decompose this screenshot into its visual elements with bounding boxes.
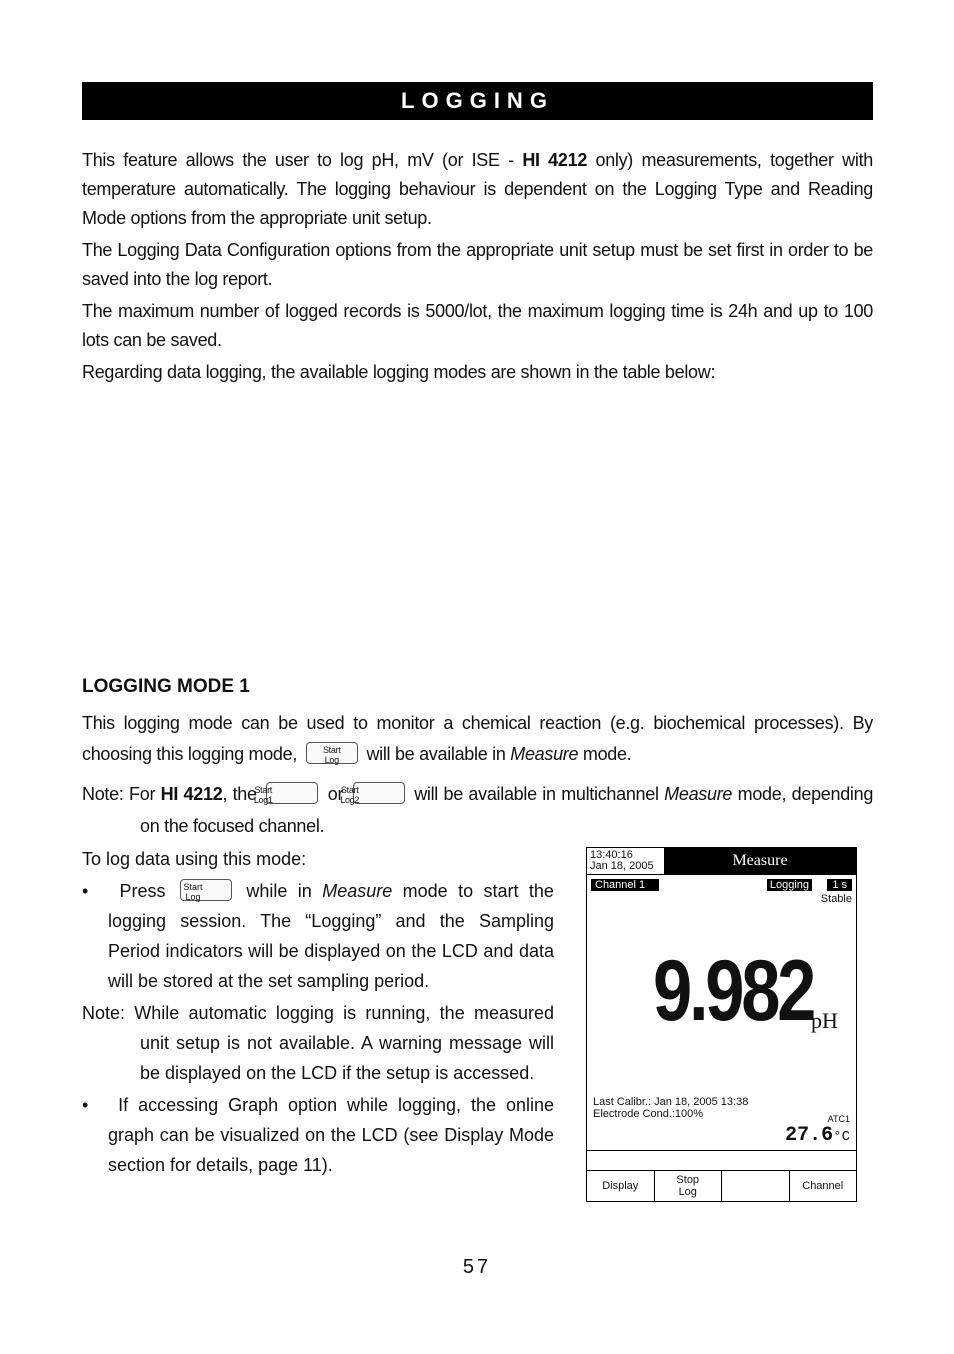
- text: : For: [118, 784, 156, 804]
- lcd-logging-badge: Logging: [767, 879, 812, 891]
- start-log1-key: Start Log1: [266, 782, 318, 804]
- lcd-datetime: [590, 850, 654, 872]
- lcd-channel-badge: Channel 1: [591, 879, 659, 891]
- lcd-time: 13:40:16: [590, 849, 633, 861]
- text: This logging mode can be used to monitor a chemical reaction (e.g. biochemical processes). By choosing this logging mode,: [82, 713, 873, 764]
- start-log-key: Start Log: [306, 742, 358, 764]
- text: mode to start the logging session. The “Logging” and the Sampling Period indicators will be displayed on the LCD and data will be stored at the set sampling period.: [108, 881, 554, 991]
- lcd-electrode-cond: Electrode Cond.:100%: [593, 1108, 704, 1120]
- model-name: HI 4212: [522, 150, 588, 170]
- measure-emphasis: Measure: [664, 784, 733, 804]
- lcd-screen: [586, 847, 857, 1202]
- page-number: 57: [462, 1256, 492, 1278]
- text: only) measurements, together with temperature automatically. The logging behaviour is dependent on the Logging Type and Reading Mode options from the appropriate unit setup.: [82, 150, 873, 228]
- instructions-column: [82, 844, 554, 1180]
- note-1: [82, 778, 873, 842]
- intro-paragraph-1: [82, 146, 873, 233]
- softkey-display[interactable]: Display: [587, 1171, 655, 1201]
- lcd-reading: 9.982: [653, 943, 814, 1039]
- lcd-title: Measure: [664, 848, 856, 874]
- text: : While automatic logging is running, the measured unit setup is not available. A warning message will be displayed on the LCD if the setup is accessed.: [120, 1003, 554, 1083]
- text: or: [327, 784, 344, 804]
- lcd-atc: ATC1: [827, 1114, 850, 1124]
- intro-paragraph-3: The maximum number of logged records is 5000/lot, the maximum logging time is 24h and up to 100 lots can be saved.: [82, 301, 873, 350]
- intro-paragraph-2: The Logging Data Configuration options from the appropriate unit setup must be set first in order to be saved into the log report.: [82, 240, 873, 289]
- text: Press: [119, 881, 166, 901]
- text: If accessing Graph option while logging, the online graph can be visualized on the LCD (see Display Mode section for details, page 11).: [108, 1095, 554, 1175]
- note-label: Note: [82, 1003, 121, 1023]
- softkey-channel[interactable]: Channel: [802, 1180, 844, 1192]
- text: while in: [246, 881, 312, 901]
- measure-emphasis: Measure: [510, 744, 579, 764]
- lcd-temperature: [785, 1124, 850, 1147]
- note-label: Note: [82, 784, 119, 804]
- start-log2-key: Start Log2: [353, 782, 405, 804]
- lcd-last-calib: Last Calibr.: Jan 18, 2005 13:38: [593, 1096, 749, 1108]
- text: , the: [222, 784, 257, 804]
- softkey-empty[interactable]: [722, 1171, 790, 1201]
- model-name: HI 4212: [160, 784, 223, 804]
- lcd-temp-value: 27.6: [785, 1124, 834, 1147]
- lcd-unit: pH: [811, 1008, 838, 1033]
- section-title-banner: LOGGING: [82, 82, 873, 120]
- to-log-intro: To log data using this mode:: [82, 849, 307, 869]
- lcd-calibration-info: [593, 1096, 748, 1120]
- lcd-divider: [587, 1150, 856, 1151]
- lcd-top-bar: [587, 848, 856, 875]
- softkey-stop-log[interactable]: Stop Log: [655, 1171, 723, 1201]
- lcd-softkeys: [587, 1170, 856, 1201]
- bullet-symbol: •: [82, 881, 89, 901]
- bullet-press-start: [82, 876, 554, 996]
- note-2: [82, 998, 554, 1088]
- section-heading: LOGGING MODE 1: [82, 676, 250, 697]
- text: mode.: [582, 744, 632, 764]
- text: This feature allows the user to log pH, mV (or ISE -: [82, 150, 523, 170]
- lcd-stable-indicator: Stable: [820, 893, 852, 905]
- bullet-graph: [82, 1090, 554, 1180]
- mode-description: [82, 708, 873, 770]
- intro-paragraph-4: Regarding data logging, the available logging modes are shown in the table below:: [82, 362, 716, 382]
- start-log-key: Start Log: [180, 879, 232, 901]
- measure-emphasis: Measure: [322, 881, 393, 901]
- lcd-period-badge: 1 s: [827, 879, 852, 891]
- text: mode, depending on the focused channel.: [140, 784, 874, 836]
- bullet-symbol: •: [82, 1095, 89, 1115]
- lcd-date: Jan 18, 2005: [590, 860, 654, 872]
- lcd-temp-unit: °C: [833, 1129, 850, 1145]
- text: will be available in: [366, 744, 506, 764]
- text: will be available in multichannel: [414, 784, 659, 804]
